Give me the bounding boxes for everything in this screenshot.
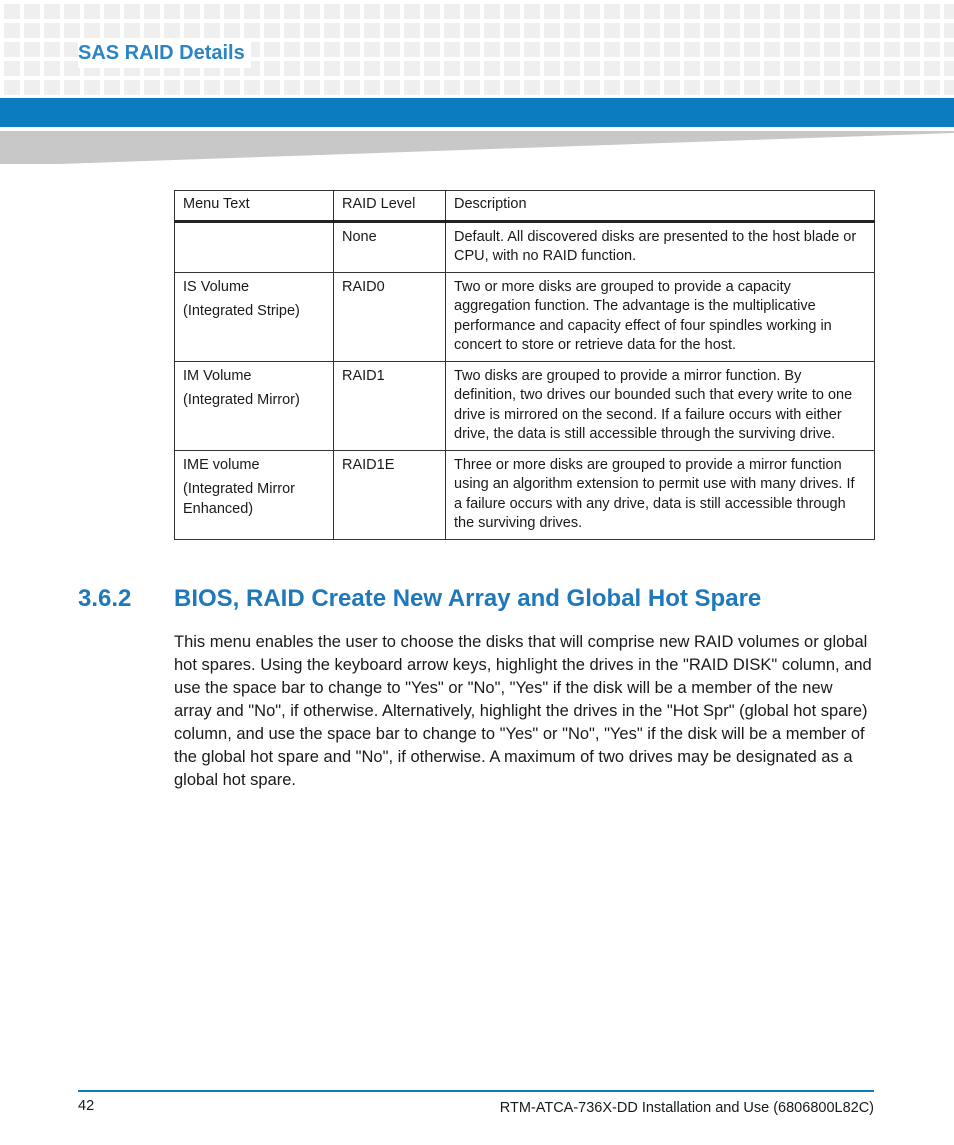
header-grey-wedge (0, 131, 954, 164)
section-number: 3.6.2 (78, 585, 132, 612)
menu-text-line1: IM Volume (183, 367, 252, 384)
footer-rule (78, 1090, 874, 1092)
cell-raid-level: RAID0 (334, 272, 446, 361)
header-menu-text: Menu Text (175, 191, 334, 222)
page-number: 42 (78, 1098, 95, 1114)
menu-text-line2: (Integrated Stripe) (183, 303, 300, 319)
menu-text-line1: IME volume (183, 456, 260, 473)
cell-description: Three or more disks are grouped to provide a mirror function using an algorithm extension to permit use with many drives. If a failure occurs with any drive, data is still accessible through the surviving drives. (446, 450, 875, 539)
table-row (175, 450, 875, 539)
cell-menu-text (175, 450, 334, 539)
cell-menu-text (175, 272, 334, 361)
table-row (175, 361, 875, 450)
menu-text-line1: IS Volume (183, 278, 250, 295)
cell-menu-text (175, 361, 334, 450)
header-raid-level: RAID Level (334, 191, 446, 222)
table-row (175, 272, 875, 361)
section-body-paragraph: This menu enables the user to choose the disks that will comprise new RAID volumes or global hot spares. Using the keyboard arrow keys, highlight the drives in the "RAID DISK" column, and use the space bar to change to "Yes" or "No", "Yes" if the disk will be a member of the new array and "No", if otherwise. Alternatively, highlight the drives in the "Hot Spr" (global hot spare) column, and use the space bar to change to "Yes" or "No", "Yes" if the disk will be a member of the global hot spare and "No", if otherwise. A maximum of two drives may be designated as a global hot spare. (174, 633, 872, 789)
raid-levels-table (174, 190, 875, 540)
header-description: Description (446, 191, 875, 222)
menu-text-line2: (Integrated Mirror) (183, 392, 300, 408)
header-blue-band (0, 98, 954, 127)
cell-raid-level: RAID1 (334, 361, 446, 450)
cell-description: Default. All discovered disks are presented to the host blade or CPU, with no RAID function. (446, 221, 875, 272)
table-header-row (175, 191, 875, 222)
cell-description: Two or more disks are grouped to provide a capacity aggregation function. The advantage is the multiplicative performance and capacity effect of four spindles working in concert to store or retrieve data for the host. (446, 272, 875, 361)
cell-description: Two disks are grouped to provide a mirror function. By definition, two drives our bounded such that every write to one drive is mirrored on the second. If a failure occurs with either drive, the data is still accessible through the surviving drive. (446, 361, 875, 450)
cell-raid-level: None (334, 221, 446, 272)
cell-raid-level: RAID1E (334, 450, 446, 539)
menu-text-line2: (Integrated Mirror Enhanced) (183, 481, 296, 517)
table-row (175, 221, 875, 272)
page-section-title: SAS RAID Details (78, 38, 251, 68)
section-heading: BIOS, RAID Create New Array and Global Hot Spare (174, 585, 762, 612)
footer-document-title: RTM-ATCA-736X-DD Installation and Use (6806800L82C) (499, 1100, 874, 1116)
cell-menu-text (175, 221, 334, 272)
